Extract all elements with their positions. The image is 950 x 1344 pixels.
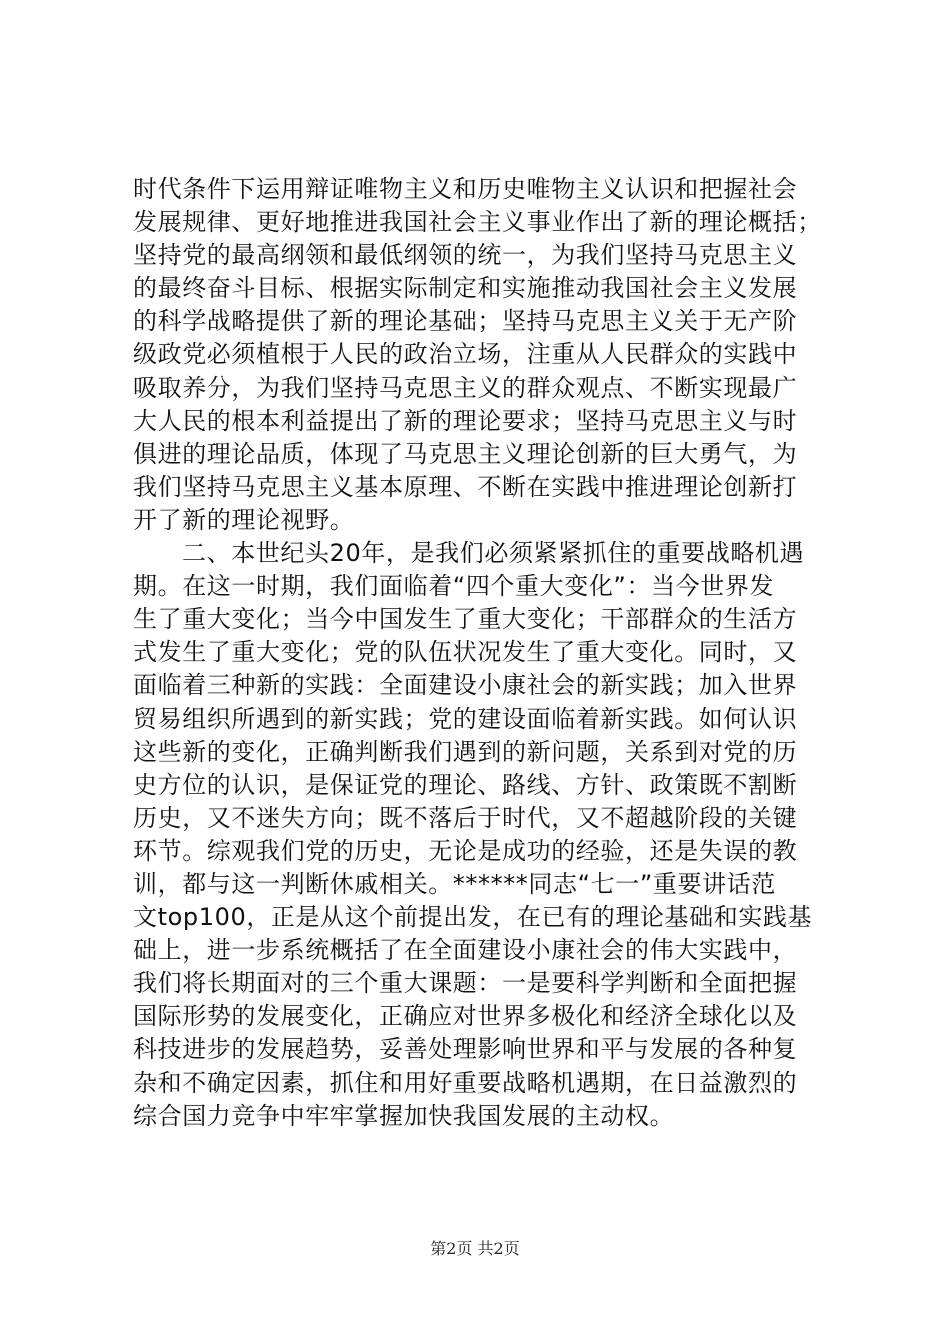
text-line: 我们坚持马克思主义基本原理、不断在实践中推进理论创新打 [133, 472, 798, 501]
text-line: 础上，进一步系统概括了在全面建设小康社会的伟大实践中， [133, 936, 798, 965]
text-line: 俱进的理论品质，体现了马克思主义理论创新的巨大勇气，为 [133, 439, 798, 468]
text-line: 贸易组织所遇到的新实践；党的建设面临着新实践。如何认识 [133, 704, 798, 733]
text-line: 坚持党的最高纲领和最低纲领的统一，为我们坚持马克思主义 [133, 241, 798, 270]
text-line: 发展规律、更好地推进我国社会主义事业作出了新的理论概括； [133, 208, 822, 237]
text-line: 式发生了重大变化；党的队伍状况发生了重大变化。同时，又 [133, 638, 798, 667]
text-line: 国际形势的发展变化，正确应对世界多极化和经济全球化以及 [133, 1002, 798, 1031]
page-number-label: 第2页 共2页 [430, 1239, 520, 1258]
text-line: 科技进步的发展趋势，妥善处理影响世界和平与发展的各种复 [133, 1035, 798, 1064]
text-line: 的最终奋斗目标、根据实际制定和实施推动我国社会主义发展 [133, 274, 798, 303]
text-line: 杂和不确定因素，抓住和用好重要战略机遇期，在日益激烈的 [133, 1068, 798, 1097]
text-line: 面临着三种新的实践：全面建设小康社会的新实践；加入世界 [133, 671, 798, 700]
text-line: 这些新的变化，正确判断我们遇到的新问题，关系到对党的历 [133, 737, 798, 766]
text-line: 开了新的理论视野。 [133, 505, 355, 534]
text-line: 训，都与这一判断休戚相关。******同志“七一”重要讲话范 [133, 869, 776, 898]
text-line: 我们将长期面对的三个重大课题：一是要科学判断和全面把握 [133, 969, 798, 998]
text-line: 级政党必须植根于人民的政治立场，注重从人民群众的实践中 [133, 340, 798, 369]
text-line: 期。在这一时期，我们面临着“四个重大变化”：当今世界发 [133, 572, 775, 601]
body-text [133, 173, 833, 1133]
text-line: 史方位的认识，是保证党的理论、路线、方针、政策既不割断 [133, 770, 798, 799]
text-line: 综合国力竞争中牢牢掌握加快我国发展的主动权。 [133, 1101, 675, 1130]
paragraph-start-line: 二、本世纪头20年，是我们必须紧紧抓住的重要战略机遇 [182, 539, 805, 568]
page-footer [0, 1239, 950, 1259]
text-line: 历史，又不迷失方向；既不落后于时代，又不超越阶段的关键 [133, 803, 798, 832]
text-line: 时代条件下运用辩证唯物主义和历史唯物主义认识和把握社会 [133, 175, 798, 203]
text-line: 吸取养分，为我们坚持马克思主义的群众观点、不断实现最广 [133, 373, 798, 402]
text-line: 环节。综观我们党的历史，无论是成功的经验，还是失误的教 [133, 836, 798, 865]
text-line: 的科学战略提供了新的理论基础；坚持马克思主义关于无产阶 [133, 307, 798, 336]
text-line: 文top100，正是从这个前提出发，在已有的理论基础和实践基 [133, 903, 813, 932]
text-line: 大人民的根本利益提出了新的理论要求；坚持马克思主义与时 [133, 406, 798, 435]
text-line: 生了重大变化；当今中国发生了重大变化；干部群众的生活方 [133, 605, 798, 634]
